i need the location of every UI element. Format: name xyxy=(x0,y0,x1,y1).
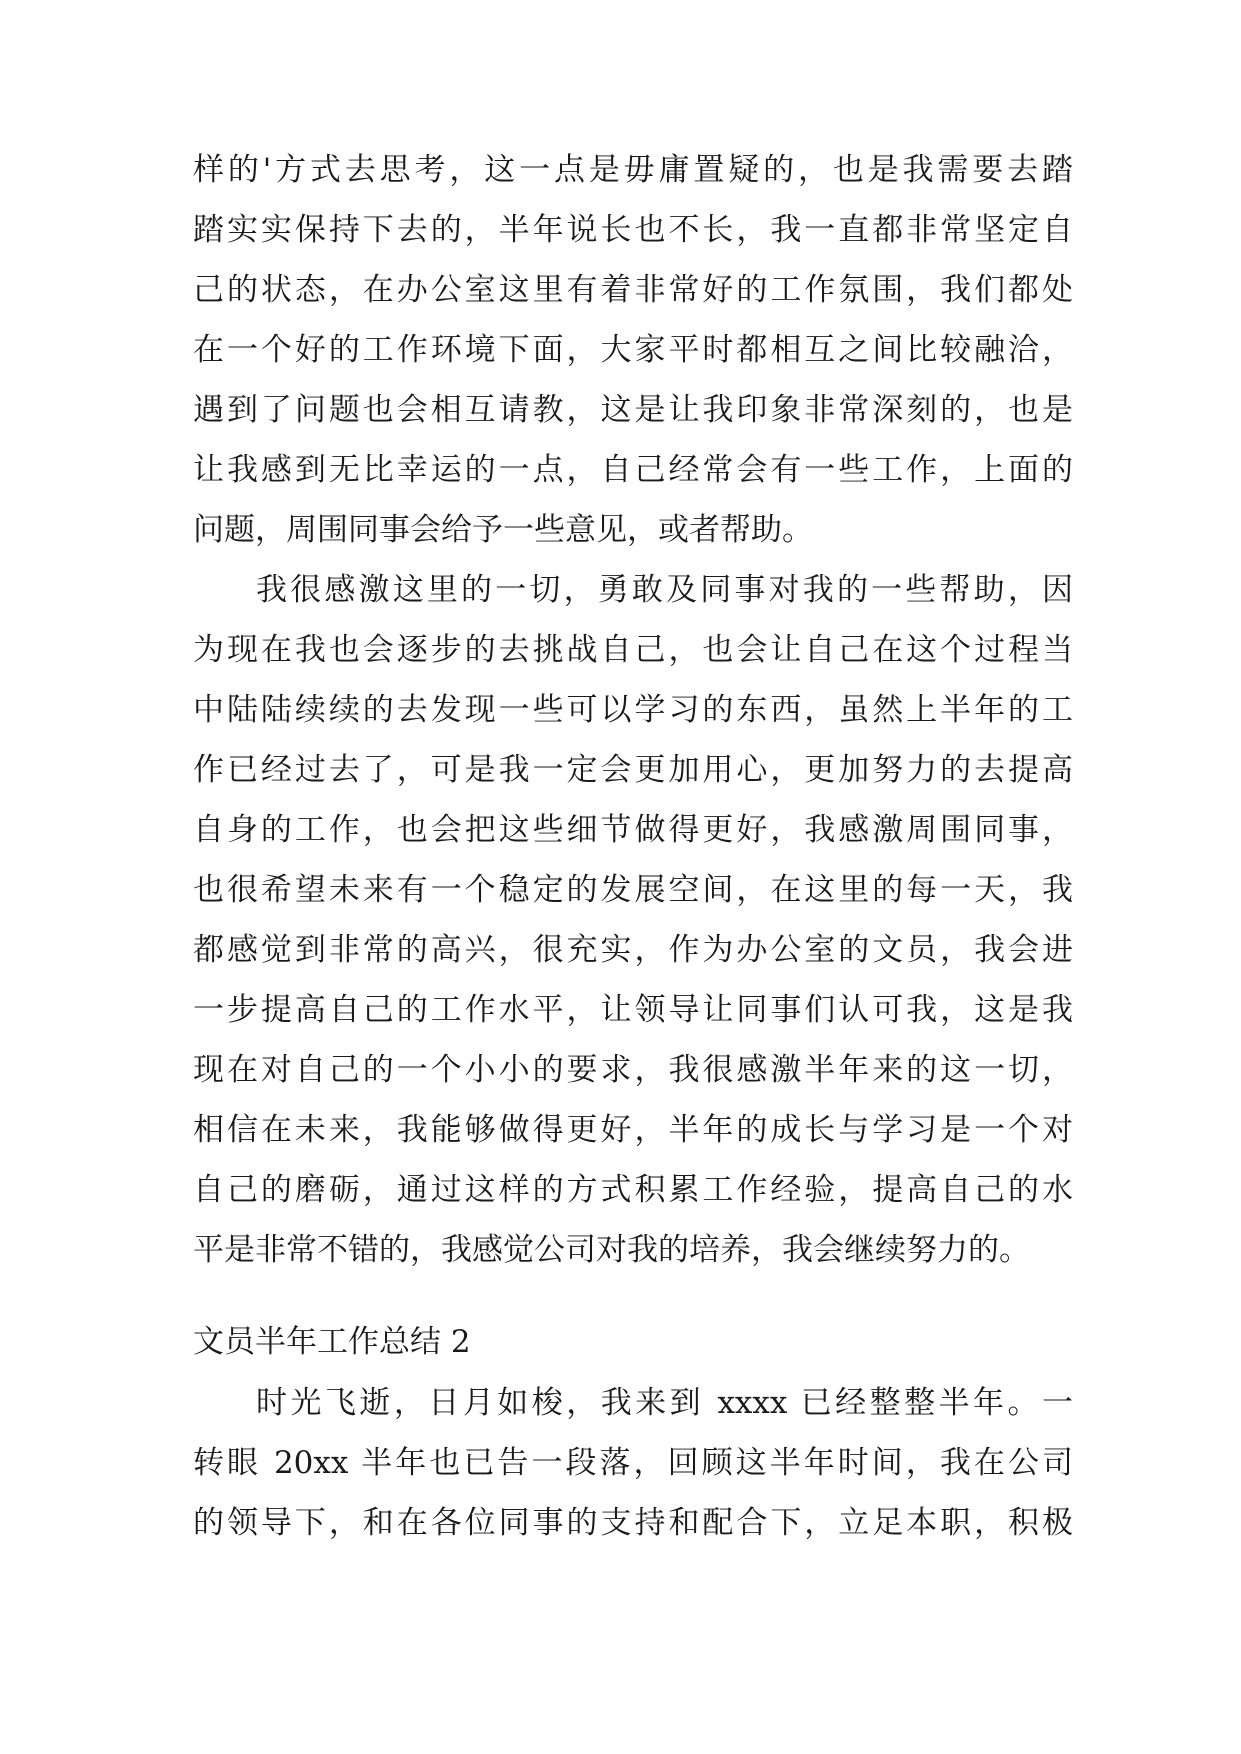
paragraph-2-line-2: 为现在我也会逐步的去挑战自己，也会让自己在这个过程当 xyxy=(193,632,1073,668)
paragraph-1-line-7: 问题，周围同事会给予一些意见，或者帮助。 xyxy=(193,512,813,548)
section-heading: 文员半年工作总结 2 xyxy=(193,1324,471,1360)
paragraph-1-line-5: 遇到了问题也会相互请教，这是让我印象非常深刻的，也是 xyxy=(193,392,1073,428)
paragraph-1-line-1: 样的'方式去思考，这一点是毋庸置疑的，也是我需要去踏 xyxy=(193,152,1073,188)
paragraph-2-line-3: 中陆陆续续的去发现一些可以学习的东西，虽然上半年的工 xyxy=(193,692,1073,728)
paragraph-2-line-4: 作已经过去了，可是我一定会更加用心，更加努力的去提高 xyxy=(193,752,1073,788)
paragraph-2-line-8: 一步提高自己的工作水平，让领导让同事们认可我，这是我 xyxy=(193,992,1073,1028)
paragraph-2-line-9: 现在对自己的一个小小的要求，我很感激半年来的这一切， xyxy=(193,1052,1073,1088)
paragraph-1-line-6: 让我感到无比幸运的一点，自己经常会有一些工作，上面的 xyxy=(193,452,1073,488)
paragraph-1-line-4: 在一个好的工作环境下面，大家平时都相互之间比较融洽， xyxy=(193,332,1073,368)
paragraph-2-line-12: 平是非常不错的，我感觉公司对我的培养，我会继续努力的。 xyxy=(193,1232,1030,1268)
paragraph-3-line-3: 的领导下，和在各位同事的支持和配合下，立足本职，积极 xyxy=(193,1505,1073,1541)
paragraph-2-line-5: 自身的工作，也会把这些细节做得更好，我感激周围同事， xyxy=(193,812,1073,848)
paragraph-2-line-1: 我很感激这里的一切，勇敢及同事对我的一些帮助，因 xyxy=(256,572,1073,608)
paragraph-2-line-10: 相信在未来，我能够做得更好，半年的成长与学习是一个对 xyxy=(193,1112,1073,1148)
paragraph-1-line-3: 己的状态，在办公室这里有着非常好的工作氛围，我们都处 xyxy=(193,272,1073,308)
paragraph-1-line-2: 踏实实保持下去的，半年说长也不长，我一直都非常坚定自 xyxy=(193,212,1073,248)
paragraph-2-line-6: 也很希望未来有一个稳定的发展空间，在这里的每一天，我 xyxy=(193,872,1073,908)
paragraph-3-line-1: 时光飞逝，日月如梭，我来到 xxxx 已经整整半年。一 xyxy=(256,1385,1073,1421)
paragraph-3-line-2: 转眼 20xx 半年也已告一段落，回顾这半年时间，我在公司 xyxy=(193,1445,1073,1481)
paragraph-2-line-11: 自己的磨砺，通过这样的方式积累工作经验，提高自己的水 xyxy=(193,1172,1073,1208)
paragraph-2-line-7: 都感觉到非常的高兴，很充实，作为办公室的文员，我会进 xyxy=(193,932,1073,968)
